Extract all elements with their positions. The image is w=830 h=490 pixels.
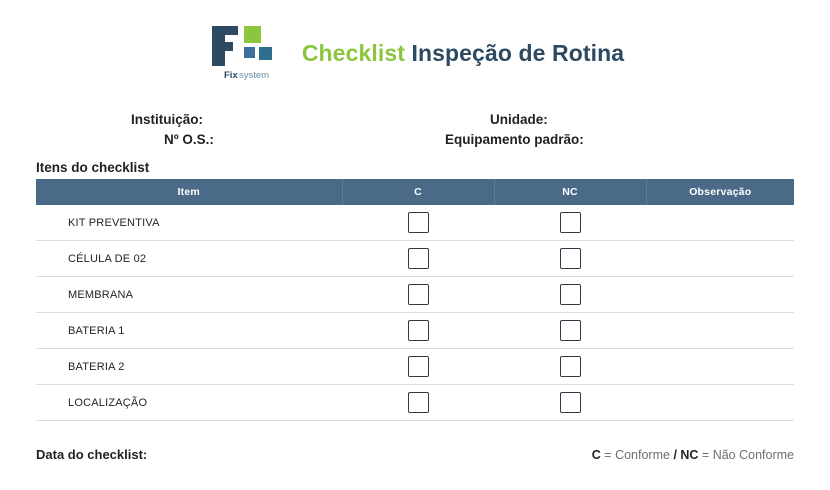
equipamento-label: Equipamento padrão: xyxy=(445,132,584,147)
fixsystem-logo xyxy=(206,22,284,84)
date-field xyxy=(36,447,147,462)
column-header-c: C xyxy=(342,179,494,205)
row-item-label: BATERIA 1 xyxy=(36,313,342,349)
legend-c-value: Conforme xyxy=(615,448,670,462)
document-footer xyxy=(36,447,794,462)
row-item-label: KIT PREVENTIVA xyxy=(36,205,342,241)
checkbox-nc[interactable] xyxy=(560,248,581,269)
meta-section xyxy=(0,110,830,150)
unidade-label: Unidade: xyxy=(490,112,548,127)
checkbox-c[interactable] xyxy=(408,392,429,413)
os-value[interactable] xyxy=(220,130,415,150)
table-row xyxy=(36,241,794,277)
row-checkbox-nc-cell[interactable] xyxy=(494,205,646,241)
row-observacao[interactable] xyxy=(646,385,794,421)
row-checkbox-c-cell[interactable] xyxy=(342,205,494,241)
meta-row-2 xyxy=(36,130,794,150)
row-checkbox-nc-cell[interactable] xyxy=(494,241,646,277)
page-title xyxy=(302,40,624,67)
legend-c-eq: = xyxy=(600,448,616,462)
meta-field-unidade xyxy=(415,110,794,130)
document-header xyxy=(0,0,830,84)
row-item-label: BATERIA 2 xyxy=(36,349,342,385)
legend-nc-key: NC xyxy=(680,448,699,462)
svg-text:Fix: Fix xyxy=(223,70,238,81)
row-checkbox-c-cell[interactable] xyxy=(342,277,494,313)
row-checkbox-nc-cell[interactable] xyxy=(494,313,646,349)
legend xyxy=(592,448,794,462)
checklist-table-wrap xyxy=(36,179,794,421)
row-observacao[interactable] xyxy=(646,313,794,349)
row-observacao[interactable] xyxy=(646,349,794,385)
row-observacao[interactable] xyxy=(646,241,794,277)
row-checkbox-c-cell[interactable] xyxy=(342,385,494,421)
column-header-nc: NC xyxy=(494,179,646,205)
row-item-label: LOCALIZAÇÃO xyxy=(36,385,342,421)
checkbox-c[interactable] xyxy=(408,248,429,269)
checkbox-nc[interactable] xyxy=(560,212,581,233)
checkbox-c[interactable] xyxy=(408,356,429,377)
meta-row-1 xyxy=(36,110,794,130)
row-checkbox-c-cell[interactable] xyxy=(342,349,494,385)
checkbox-nc[interactable] xyxy=(560,356,581,377)
legend-c-key: C xyxy=(591,448,601,462)
row-checkbox-nc-cell[interactable] xyxy=(494,349,646,385)
checklist-table-body xyxy=(36,205,794,421)
table-row xyxy=(36,313,794,349)
row-observacao[interactable] xyxy=(646,205,794,241)
page-title-main: Inspeção de Rotina xyxy=(411,39,625,66)
table-row xyxy=(36,205,794,241)
os-label: Nº O.S.: xyxy=(164,132,214,147)
checkbox-nc[interactable] xyxy=(560,392,581,413)
meta-field-instituicao xyxy=(36,110,415,130)
row-checkbox-nc-cell[interactable] xyxy=(494,385,646,421)
checkbox-c[interactable] xyxy=(408,212,429,233)
row-checkbox-nc-cell[interactable] xyxy=(494,277,646,313)
row-item-label: MEMBRANA xyxy=(36,277,342,313)
table-row xyxy=(36,277,794,313)
column-header-observacao: Observação xyxy=(646,179,794,205)
legend-separator: / xyxy=(669,448,681,462)
checkbox-nc[interactable] xyxy=(560,320,581,341)
checklist-table xyxy=(36,179,794,421)
checkbox-nc[interactable] xyxy=(560,284,581,305)
meta-field-equipamento xyxy=(415,130,794,150)
table-row xyxy=(36,385,794,421)
instituicao-value[interactable] xyxy=(209,110,415,130)
legend-nc-value: Não Conforme xyxy=(712,448,794,462)
table-header-row xyxy=(36,179,794,205)
checkbox-c[interactable] xyxy=(408,320,429,341)
date-label: Data do checklist: xyxy=(36,447,148,462)
legend-nc-eq: = xyxy=(698,448,713,462)
svg-text:system: system xyxy=(238,70,269,81)
page-title-accent: Checklist xyxy=(301,39,405,66)
instituicao-label: Instituição: xyxy=(131,112,204,127)
column-header-item: Item xyxy=(36,179,342,205)
row-item-label: CÉLULA DE 02 xyxy=(36,241,342,277)
unidade-value[interactable] xyxy=(554,110,794,130)
equipamento-value[interactable] xyxy=(590,130,794,150)
row-checkbox-c-cell[interactable] xyxy=(342,313,494,349)
row-checkbox-c-cell[interactable] xyxy=(342,241,494,277)
table-row xyxy=(36,349,794,385)
row-observacao[interactable] xyxy=(646,277,794,313)
checkbox-c[interactable] xyxy=(408,284,429,305)
section-title: Itens do checklist xyxy=(36,160,150,175)
meta-field-os xyxy=(36,130,415,150)
